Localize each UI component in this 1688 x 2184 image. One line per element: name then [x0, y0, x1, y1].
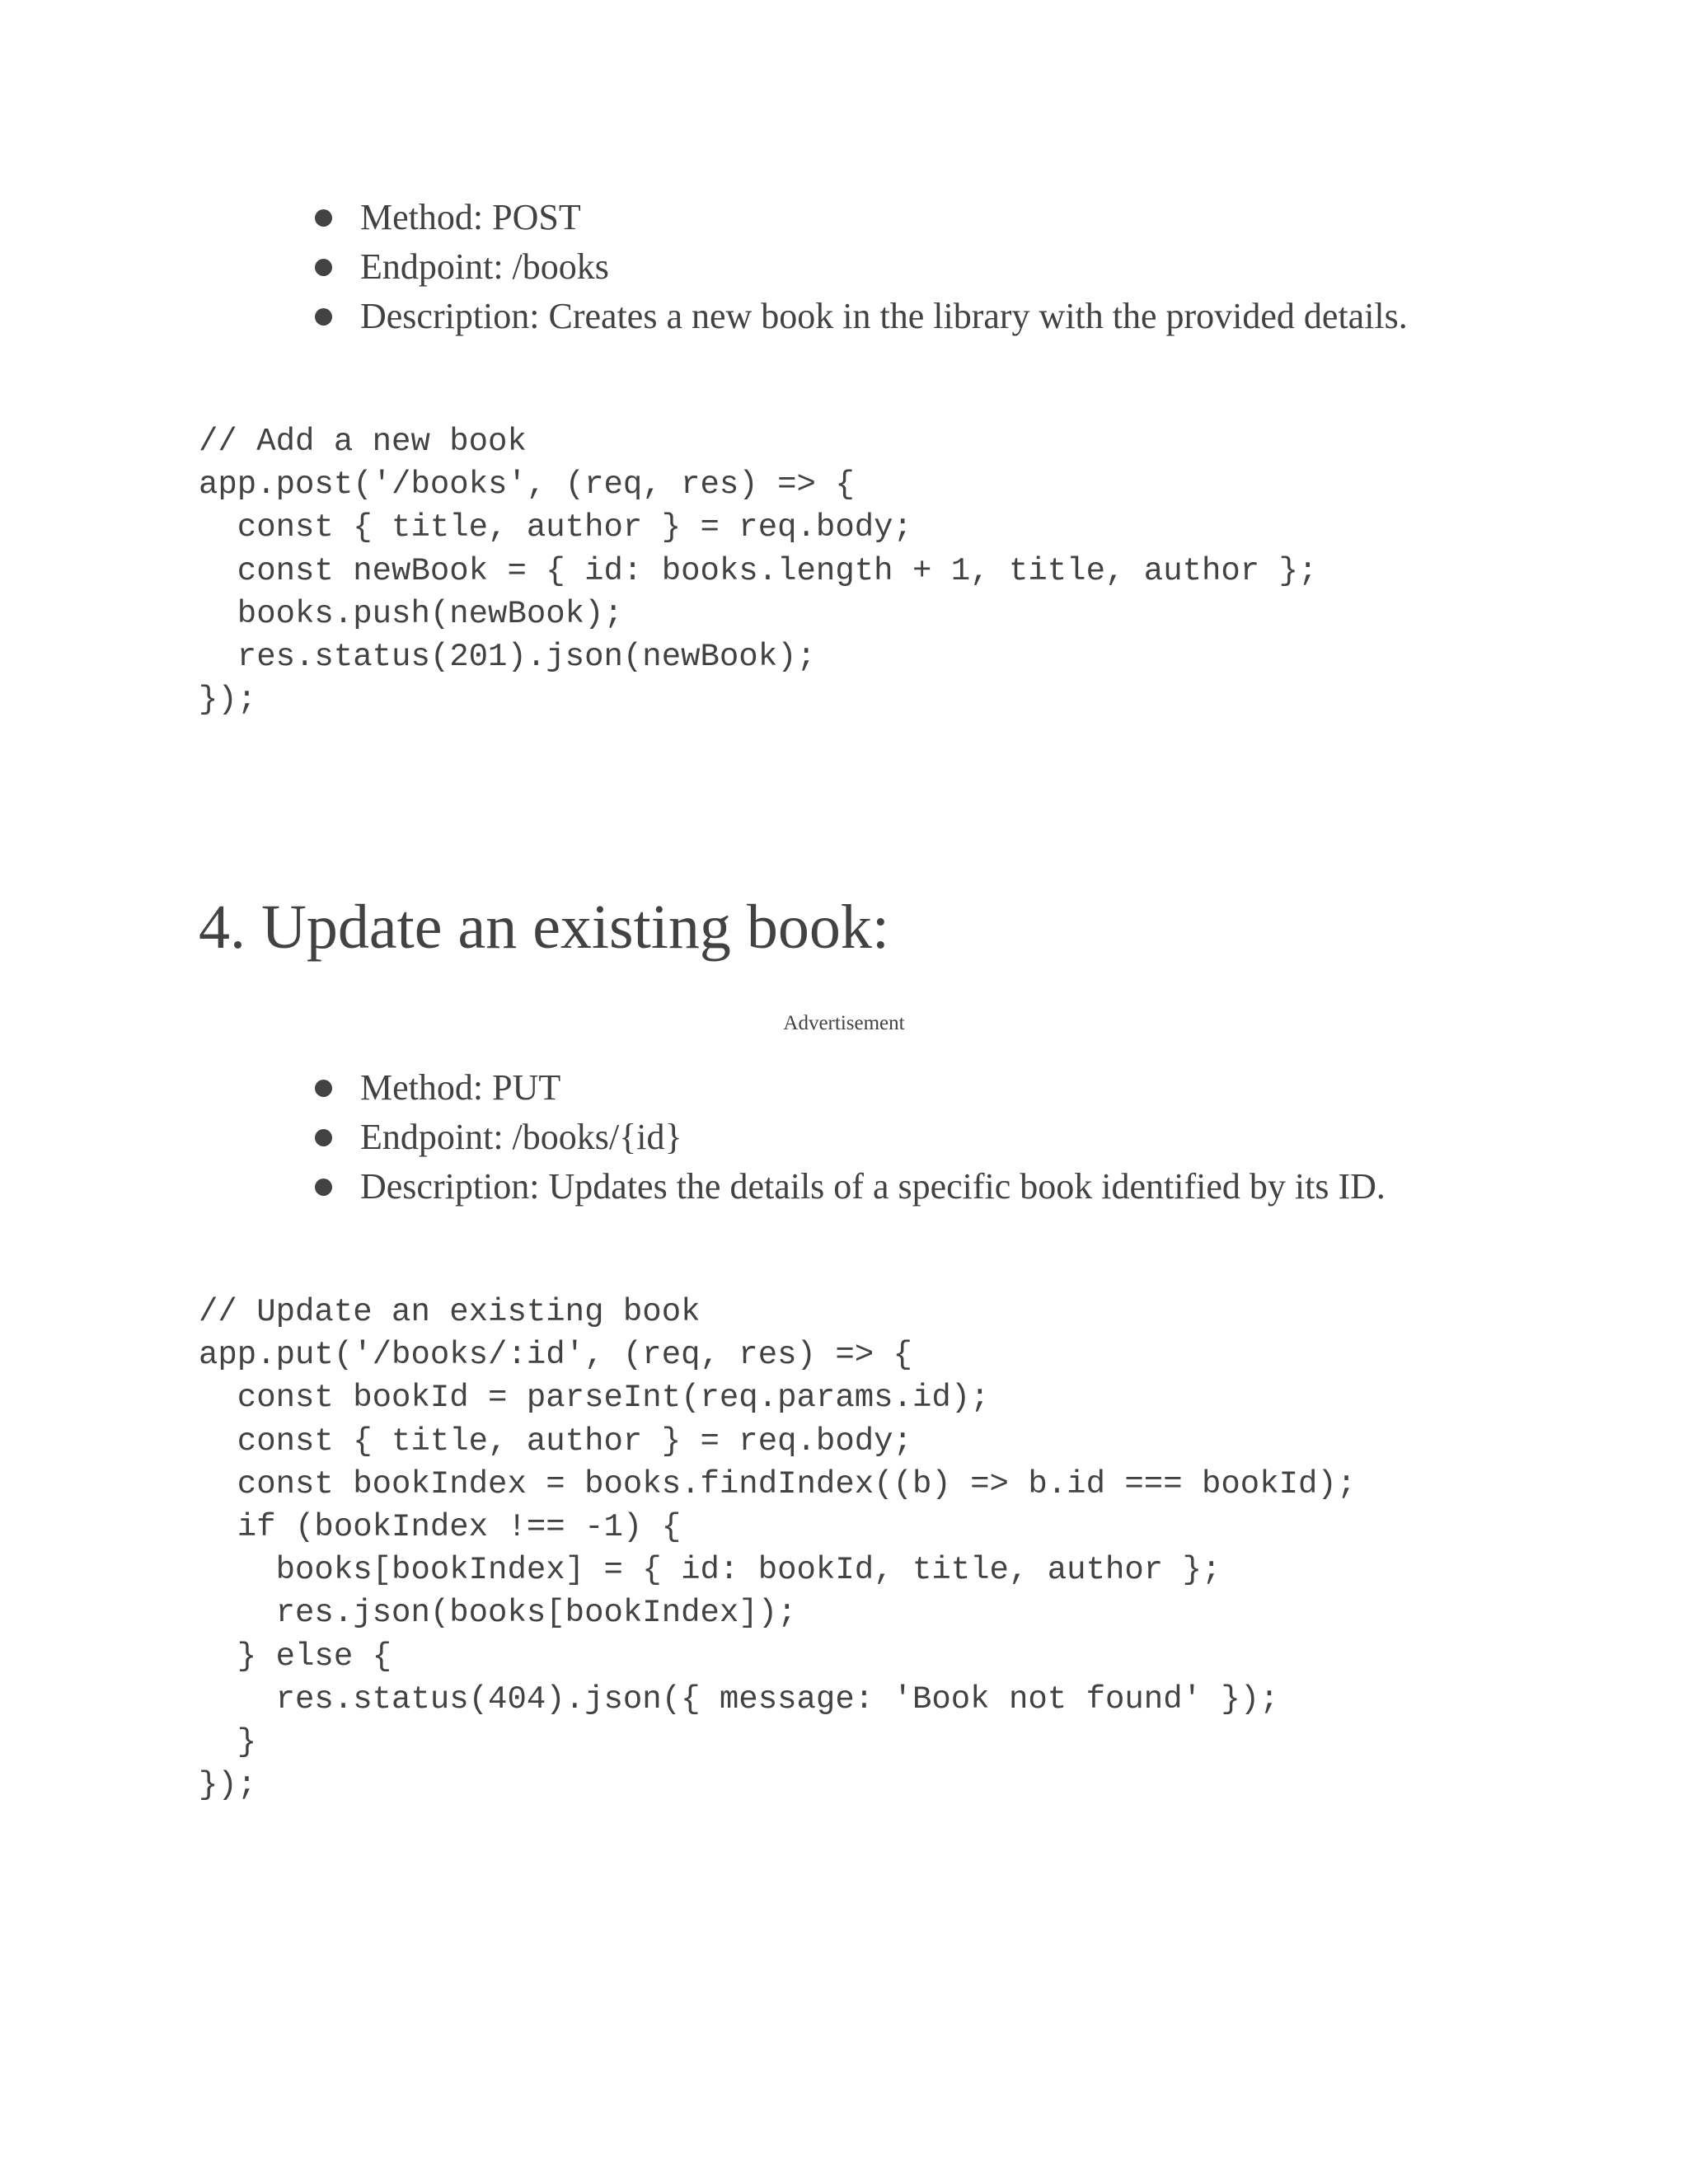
list-item	[312, 1063, 1465, 1113]
bullet-icon	[315, 1129, 332, 1146]
method-text: Method: POST	[360, 197, 581, 237]
bullet-icon	[315, 209, 332, 227]
endpoint-text: Endpoint: /books	[360, 246, 609, 287]
section-heading: 4. Update an existing book:	[199, 893, 889, 962]
post-code-block: // Add a new book app.post('/books', (req, res) => { const { title, author } = req.body; const newBook = { id: books.length + 1, title, author }; books.push(newBook); res.status(201).json(newBook); });	[199, 424, 1318, 719]
bullet-icon	[315, 308, 332, 326]
description-text: Description: Creates a new book in the library with the provided details.	[360, 296, 1408, 336]
put-code-block: // Update an existing book app.put('/books/:id', (req, res) => { const bookId = parseInt(req.params.id); const { title, author } = req.body; const bookIndex = books.findIndex((b) => b.id === bookId); if (bookIndex !== -1) { books[bookIndex] = { id: bookId, title, author }; res.json(books[bookIndex]); } else { res.status(404).json({ message: 'Book not found' }); } });	[199, 1294, 1357, 1804]
list-item	[312, 292, 1465, 341]
list-item	[312, 1113, 1465, 1162]
list-item	[312, 193, 1465, 242]
bullet-icon	[315, 1080, 332, 1097]
advertisement-label: Advertisement	[783, 1012, 905, 1034]
bullet-icon	[315, 259, 332, 276]
method-text: Method: PUT	[360, 1067, 561, 1108]
list-item	[312, 1162, 1465, 1212]
post-endpoint-details-list	[312, 193, 1465, 341]
list-item	[312, 242, 1465, 292]
description-text: Description: Updates the details of a specific book identified by its ID.	[360, 1166, 1386, 1207]
endpoint-text: Endpoint: /books/{id}	[360, 1117, 682, 1157]
bullet-icon	[315, 1179, 332, 1196]
put-endpoint-details-list	[312, 1063, 1465, 1212]
